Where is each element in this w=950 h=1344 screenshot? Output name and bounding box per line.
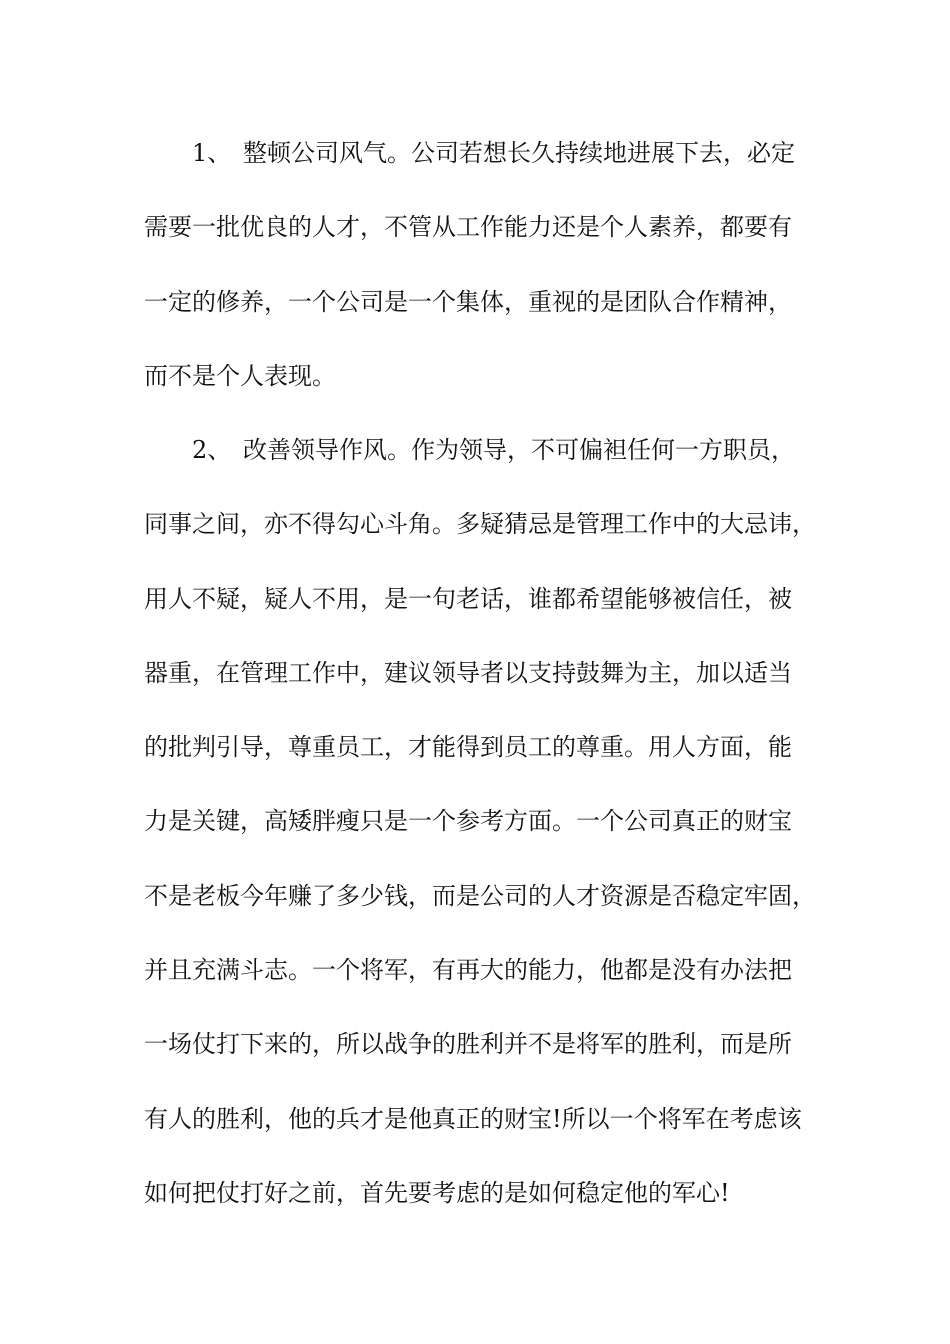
paragraph-2-text-line-3: 用人不疑，疑人不用，是一句老话，谁都希望能够被信任，被	[144, 585, 792, 613]
paragraph-1-text-line-1: 整顿公司风气。公司若想长久持续地进展下去，必定	[243, 139, 795, 167]
paragraph-2-line-10	[0, 1099, 950, 1139]
paragraph-2-text-line-4: 器重，在管理工作中，建议领导者以支持鼓舞为主，加以适当	[144, 659, 792, 687]
paragraph-2-line-1	[0, 430, 950, 470]
paragraph-2-line-4	[0, 653, 950, 693]
paragraph-2-text-line-10: 有人的胜利，他的兵才是他真正的财宝!所以一个将军在考虑该	[144, 1105, 802, 1133]
paragraph-2-number: 2、	[192, 436, 232, 464]
paragraph-1-line-1	[0, 133, 950, 173]
paragraph-2-line-9	[0, 1024, 950, 1064]
paragraph-2-line-8	[0, 950, 950, 990]
paragraph-2-line-7	[0, 876, 950, 916]
paragraph-1-number: 1、	[192, 139, 232, 167]
paragraph-2-line-3	[0, 579, 950, 619]
paragraph-1-line-4	[0, 356, 950, 396]
paragraph-1-text-line-2: 需要一批优良的人才，不管从工作能力还是个人素养，都要有	[144, 213, 792, 241]
paragraph-2-text-line-11: 如何把仗打好之前，首先要考虑的是如何稳定他的军心!	[144, 1179, 730, 1207]
paragraph-2-text-line-7: 不是老板今年赚了多少钱，而是公司的人才资源是否稳定牢固，	[144, 882, 816, 910]
paragraph-1-text-line-3: 一定的修养，一个公司是一个集体，重视的是团队合作精神，	[144, 288, 792, 316]
paragraph-2-line-6	[0, 801, 950, 841]
paragraph-2-text-line-8: 并且充满斗志。一个将军，有再大的能力，他都是没有办法把	[144, 956, 792, 984]
paragraph-2-text-line-5: 的批判引导，尊重员工，才能得到员工的尊重。用人方面，能	[144, 733, 792, 761]
paragraph-2-text-line-1: 改善领导作风。作为领导，不可偏袒任何一方职员，	[243, 436, 795, 464]
paragraph-2-text-line-9: 一场仗打下来的，所以战争的胜利并不是将军的胜利，而是所	[144, 1030, 792, 1058]
paragraph-1-text-line-4: 而不是个人表现。	[144, 362, 336, 390]
paragraph-2-text-line-2: 同事之间，亦不得勾心斗角。多疑猜忌是管理工作中的大忌讳，	[144, 510, 816, 538]
paragraph-2-text-line-6: 力是关键，高矮胖瘦只是一个参考方面。一个公司真正的财宝	[144, 807, 792, 835]
paragraph-2-line-2	[0, 504, 950, 544]
paragraph-2-line-11	[0, 1173, 950, 1213]
paragraph-1-line-3	[0, 282, 950, 322]
paragraph-1-line-2	[0, 207, 950, 247]
paragraph-2-line-5	[0, 727, 950, 767]
